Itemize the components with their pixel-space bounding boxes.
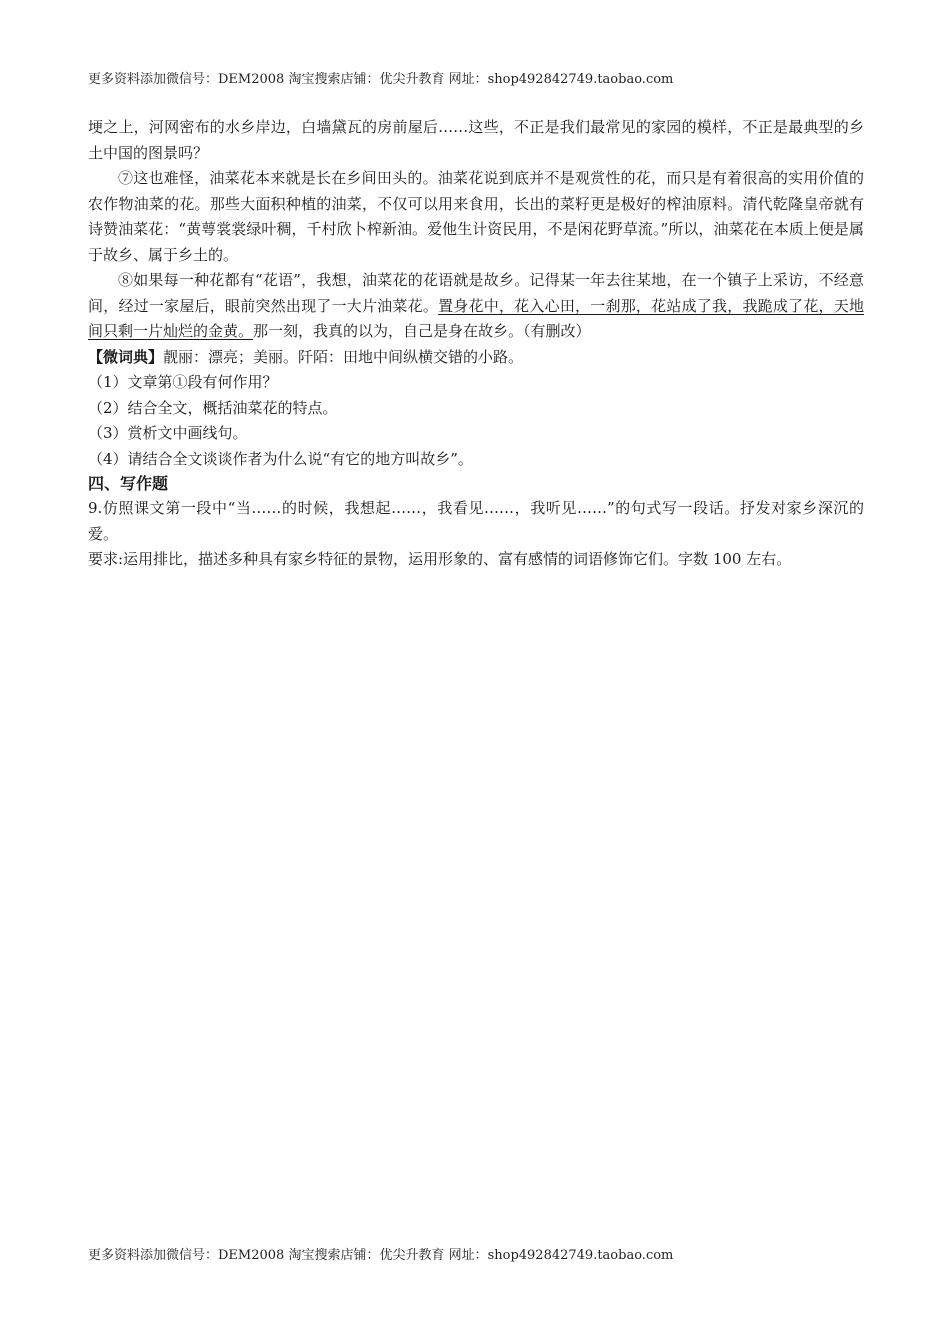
question-2: （2）结合全文，概括油菜花的特点。 bbox=[88, 398, 338, 417]
page-footer: 更多资料添加微信号：DEM2008 淘宝搜索店铺：优尖升教育 网址：shop492842749.taobao.com bbox=[88, 1248, 674, 1263]
glossary-label: 【微词典】 bbox=[88, 347, 164, 366]
question-1: （1）文章第①段有何作用？ bbox=[88, 373, 278, 391]
question-4: （4）请结合全文谈谈作者为什么说“有它的地方叫故乡”。 bbox=[88, 449, 473, 468]
writing-requirement: 要求:运用排比，描述多种具有家乡特征的景物，运用形象的、富有感情的词语修饰它们。字数 100 左右。 bbox=[88, 550, 792, 568]
section-title-writing: 四、写作题 bbox=[88, 474, 169, 493]
glossary bbox=[88, 345, 864, 371]
passage-paragraph-6-continued: 埂之上，河网密布的水乡岸边，白墙黛瓦的房前屋后……这些，不正是我们最常见的家园的模样，不正是最典型的乡土中国的图景吗？ bbox=[88, 118, 864, 162]
document-body bbox=[88, 115, 864, 573]
page-header: 更多资料添加微信号：DEM2008 淘宝搜索店铺：优尖升教育 网址：shop492842749.taobao.com bbox=[88, 72, 674, 87]
underlined-sentence: 置身花中，花入心田，一刹那，花站成了我，我跪成了花，天地间只剩一片灿烂的金黄。 bbox=[88, 296, 864, 340]
passage-paragraph-8 bbox=[88, 268, 864, 345]
glossary-text: 靓丽：漂亮；美丽。阡陌：田地中间纵横交错的小路。 bbox=[163, 347, 524, 366]
paragraph-8-text: ⑧如果每一种花都有“花语”，我想，油菜花的花语就是故乡。记得某一年去往某地，在一个镇子上采访，不经意间，经过一家屋后，眼前突然出现了一大片油菜花。 bbox=[88, 271, 864, 315]
paragraph-8-ending: 那一刻，我真的以为，自己是身在故乡。（有删改） bbox=[253, 322, 591, 340]
question-3: （3）赏析文中画线句。 bbox=[88, 424, 248, 442]
passage-paragraph-7: ⑦这也难怪，油菜花本来就是长在乡间田头的。油菜花说到底并不是观赏性的花，而只是有着很高的实用价值的农作物油菜的花。那些大面积种植的油菜，不仅可以用来食用，长出的菜籽更是极好的榨油原料。清代乾隆皇帝就有诗赞油菜花：“黄萼裳裳绿叶稠，千村欣卜榨新油。爱他生计资民用，不是闲花野草流。”所以，油菜花在本质上便是属于故乡、属于乡土的。 bbox=[88, 169, 864, 264]
question-9: 9.仿照课文第一段中“当……的时候，我想起……，我看见……，我听见……”的句式写一段话。抒发对家乡深沉的爱。 bbox=[88, 499, 864, 543]
